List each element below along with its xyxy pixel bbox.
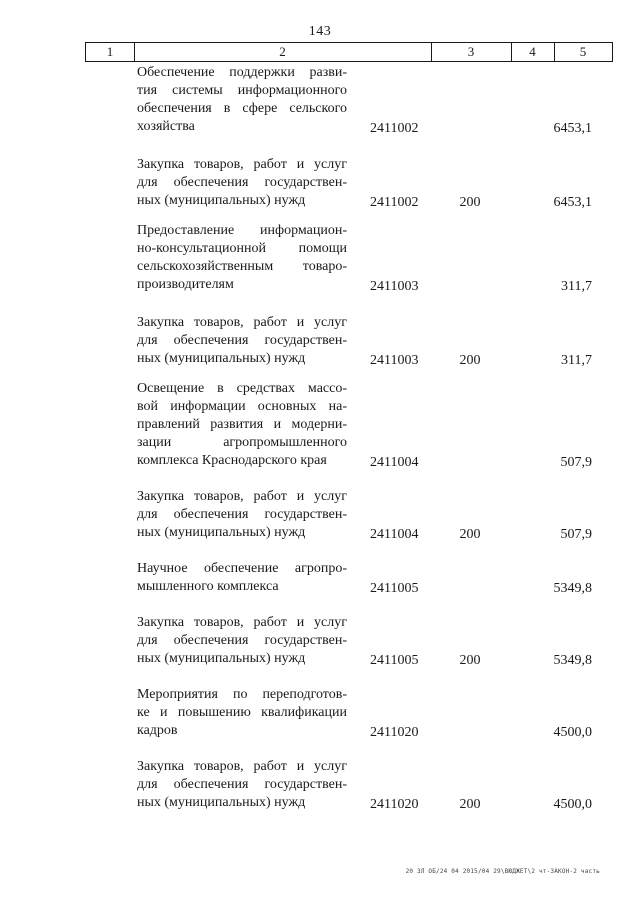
description-line: мышленного комплекса: [137, 579, 279, 594]
row-description: [137, 64, 347, 136]
row-code: 2411002: [370, 195, 419, 210]
description-line: Научное обеспечение агропро-: [137, 561, 347, 576]
description-line: ных (муниципальных) нужд: [137, 351, 306, 366]
table-header: [85, 42, 613, 62]
row-amount: 311,7: [561, 279, 592, 294]
row-description: [137, 380, 347, 470]
description-line: тия системы информационного: [137, 83, 347, 98]
description-line: кадров: [137, 723, 178, 738]
description-line: Обеспечение поддержки разви-: [137, 65, 347, 80]
description-line: производителям: [137, 277, 234, 292]
row-code: 2411005: [370, 653, 419, 668]
row-code: 2411004: [370, 527, 419, 542]
row-expense-type: 200: [459, 653, 481, 668]
description-line: для обеспечения государствен-: [137, 333, 347, 348]
row-description: [137, 488, 347, 542]
description-line: для обеспечения государствен-: [137, 175, 347, 190]
description-line: Закупка товаров, работ и услуг: [137, 315, 347, 330]
description-line: для обеспечения государствен-: [137, 507, 347, 522]
row-description: [137, 758, 347, 812]
row-code: 2411004: [370, 455, 419, 470]
description-line: правлений развития и модерни-: [137, 417, 347, 432]
description-line: хозяйства: [137, 119, 195, 134]
row-amount: 507,9: [560, 527, 592, 542]
row-amount: 507,9: [560, 455, 592, 470]
row-expense-type: 200: [459, 527, 481, 542]
header-col-1: 1: [86, 43, 135, 61]
row-expense-type: 200: [459, 195, 481, 210]
footer-file-stamp: 20 3Л ОБ/24 04 2015/04 29\ВЮДЖЕТ\2 чт-ЗАКОН-2 часть: [405, 868, 600, 875]
row-description: [137, 222, 347, 294]
description-line: Мероприятия по переподготов-: [137, 687, 347, 702]
header-col-2: 2: [134, 43, 432, 61]
description-line: обеспечения в сфере сельского: [137, 101, 347, 116]
row-code: 2411020: [370, 725, 419, 740]
description-line: комплекса Краснодарского края: [137, 453, 327, 468]
description-line: Освещение в средствах массо-: [137, 381, 347, 396]
row-code: 2411005: [370, 581, 419, 596]
description-line: ных (муниципальных) нужд: [137, 795, 306, 810]
header-col-5: 5: [579, 44, 587, 59]
description-line: Закупка товаров, работ и услуг: [137, 157, 347, 172]
row-amount: 5349,8: [553, 581, 592, 596]
row-amount: 5349,8: [553, 653, 592, 668]
row-code: 2411003: [370, 353, 419, 368]
description-line: ных (муниципальных) нужд: [137, 525, 306, 540]
description-line: ке и повышению квалификации: [137, 705, 347, 720]
row-amount: 4500,0: [553, 725, 592, 740]
row-amount: 311,7: [561, 353, 592, 368]
row-description: [137, 156, 347, 210]
description-line: Закупка товаров, работ и услуг: [137, 489, 347, 504]
row-code: 2411003: [370, 279, 419, 294]
row-code: 2411020: [370, 797, 419, 812]
description-line: но-консультационной помощи: [137, 241, 347, 256]
description-line: Закупка товаров, работ и услуг: [137, 615, 347, 630]
row-description: [137, 614, 347, 668]
description-line: для обеспечения государствен-: [137, 777, 347, 792]
row-code: 2411002: [370, 121, 419, 136]
description-line: ных (муниципальных) нужд: [137, 651, 306, 666]
description-line: Предоставление информацион-: [137, 223, 347, 238]
row-amount: 6453,1: [553, 195, 592, 210]
row-amount: 6453,1: [553, 121, 592, 136]
description-line: вой информации основных на-: [137, 399, 347, 414]
description-line: Закупка товаров, работ и услуг: [137, 759, 347, 774]
row-expense-type: 200: [459, 797, 481, 812]
header-col-3: 3: [431, 43, 512, 61]
page-number: 143: [308, 24, 332, 39]
description-line: ных (муниципальных) нужд: [137, 193, 306, 208]
description-line: для обеспечения государствен-: [137, 633, 347, 648]
description-line: сельскохозяйственным товаро-: [137, 259, 347, 274]
row-expense-type: 200: [459, 353, 481, 368]
row-description: [137, 314, 347, 368]
row-amount: 4500,0: [553, 797, 592, 812]
description-line: зации агропромышленного: [137, 435, 347, 450]
row-description: [137, 560, 347, 596]
row-description: [137, 686, 347, 740]
header-col-4: 4: [511, 43, 555, 61]
